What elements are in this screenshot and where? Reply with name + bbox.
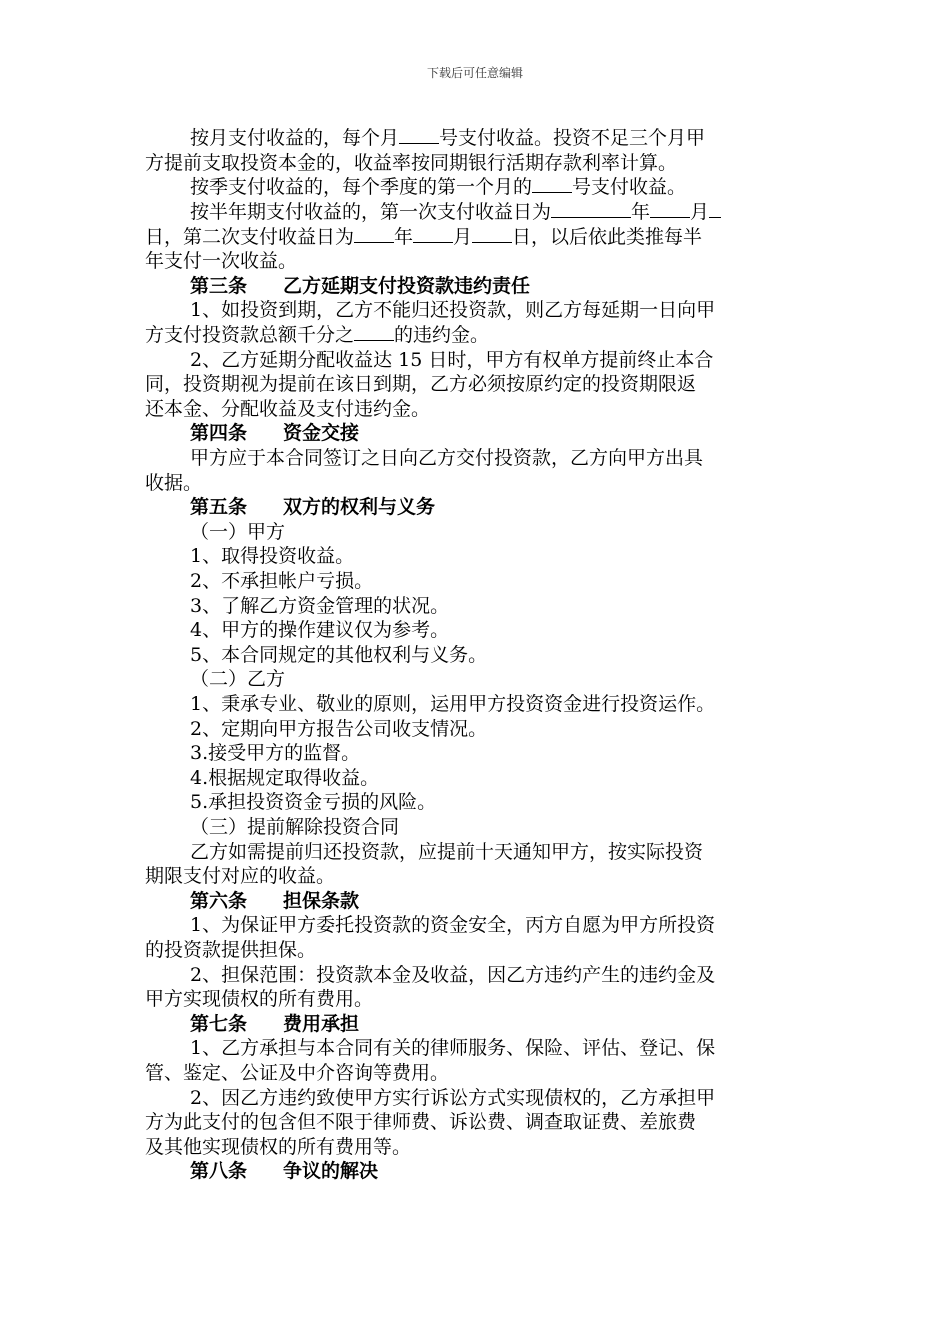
article-3-clause-2-line-1: 2、乙方延期分配收益达 15 日时，甲方有权单方提前终止本合 (190, 349, 714, 371)
article-3-heading: 第三条 乙方延期支付投资款违约责任 (190, 275, 531, 297)
blank-line (399, 128, 439, 144)
party-a-item-5: 5、本合同规定的其他权利与义务。 (190, 644, 488, 666)
payment-semiannual-line-3: 年支付一次收益。 (145, 250, 298, 272)
article-3-clause-1-line-1: 1、如投资到期，乙方不能归还投资款，则乙方每延期一日向甲 (190, 299, 716, 321)
article-4-heading: 第四条 资金交接 (190, 422, 360, 444)
party-b-subheading: （二）乙方 (190, 668, 286, 690)
article-7-clause-1-line-1: 1、乙方承担与本合同有关的律师服务、保险、评估、登记、保 (190, 1037, 716, 1059)
blank-line (354, 325, 394, 341)
article-4-para-line-2: 收据。 (145, 472, 203, 494)
party-a-item-3: 3、了解乙方资金管理的状况。 (190, 595, 450, 617)
blank-line (551, 202, 631, 218)
article-5-heading: 第五条 双方的权利与义务 (190, 496, 436, 518)
article-7-heading: 第七条 费用承担 (190, 1013, 360, 1035)
blank-line (709, 202, 721, 218)
blank-line (472, 227, 512, 243)
payment-semiannual-line-2: 日，第二次支付收益日为 年 月 日，以后依此类推每半 (145, 226, 703, 248)
article-7-clause-2-line-3: 及其他实现债权的所有费用等。 (145, 1136, 412, 1158)
header-note: 下载后可任意编辑 (426, 66, 523, 80)
payment-quarterly-line: 按季支付收益的，每个季度的第一个月的 号支付收益。 (190, 176, 687, 198)
blank-line (650, 202, 690, 218)
article-3-clause-1-line-2: 方支付投资款总额千分之 的违约金。 (145, 324, 490, 346)
party-b-item-1: 1、秉承专业、敬业的原则，运用甲方投资资金进行投资运作。 (190, 693, 716, 715)
party-b-item-4: 4.根据规定取得收益。 (190, 767, 380, 789)
article-6-heading: 第六条 担保条款 (190, 890, 360, 912)
article-4-para-line-1: 甲方应于本合同签订之日向乙方交付投资款，乙方向甲方出具 (190, 447, 704, 469)
article-8-heading: 第八条 争议的解决 (190, 1160, 379, 1182)
party-a-item-4: 4、甲方的操作建议仅为参考。 (190, 619, 450, 641)
payment-monthly-line-1: 按月支付收益的，每个月 号支付收益。投资不足三个月甲 (190, 127, 706, 149)
article-6-clause-2-line-1: 2、担保范围：投资款本金及收益，因乙方违约产生的违约金及 (190, 964, 716, 986)
early-termination-line-1: 乙方如需提前归还投资款，应提前十天通知甲方，按实际投资 (190, 841, 704, 863)
article-3-clause-2-line-3: 还本金、分配收益及支付违约金。 (145, 398, 431, 420)
party-b-item-5: 5.承担投资资金亏损的风险。 (190, 791, 437, 813)
party-a-subheading: （一）甲方 (190, 521, 286, 543)
blank-line (354, 227, 394, 243)
early-termination-subheading: （三）提前解除投资合同 (190, 816, 400, 838)
article-6-clause-1-line-2: 的投资款提供担保。 (145, 939, 317, 961)
blank-line (413, 227, 453, 243)
blank-line (532, 177, 572, 193)
payment-monthly-line-2: 方提前支取投资本金的，收益率按同期银行活期存款利率计算。 (145, 152, 678, 174)
party-b-item-2: 2、定期向甲方报告公司收支情况。 (190, 718, 488, 740)
article-3-clause-2-line-2: 同，投资期视为提前在该日到期，乙方必须按原约定的投资期限返 (145, 373, 697, 395)
article-6-clause-1-line-1: 1、为保证甲方委托投资款的资金安全，丙方自愿为甲方所投资 (190, 914, 716, 936)
early-termination-line-2: 期限支付对应的收益。 (145, 865, 336, 887)
article-7-clause-2-line-1: 2、因乙方违约致使甲方实行诉讼方式实现债权的，乙方承担甲 (190, 1087, 716, 1109)
party-b-item-3: 3.接受甲方的监督。 (190, 742, 361, 764)
party-a-item-2: 2、不承担帐户亏损。 (190, 570, 374, 592)
payment-semiannual-line-1: 按半年期支付收益的，第一次支付收益日为 年 月 (145, 200, 855, 225)
article-6-clause-2-line-2: 甲方实现债权的所有费用。 (145, 988, 374, 1010)
article-7-clause-2-line-2: 方为此支付的包含但不限于律师费、诉讼费、调查取证费、差旅费 (145, 1111, 697, 1133)
article-7-clause-1-line-2: 管、鉴定、公证及中介咨询等费用。 (145, 1062, 450, 1084)
party-a-item-1: 1、取得投资收益。 (190, 545, 355, 567)
